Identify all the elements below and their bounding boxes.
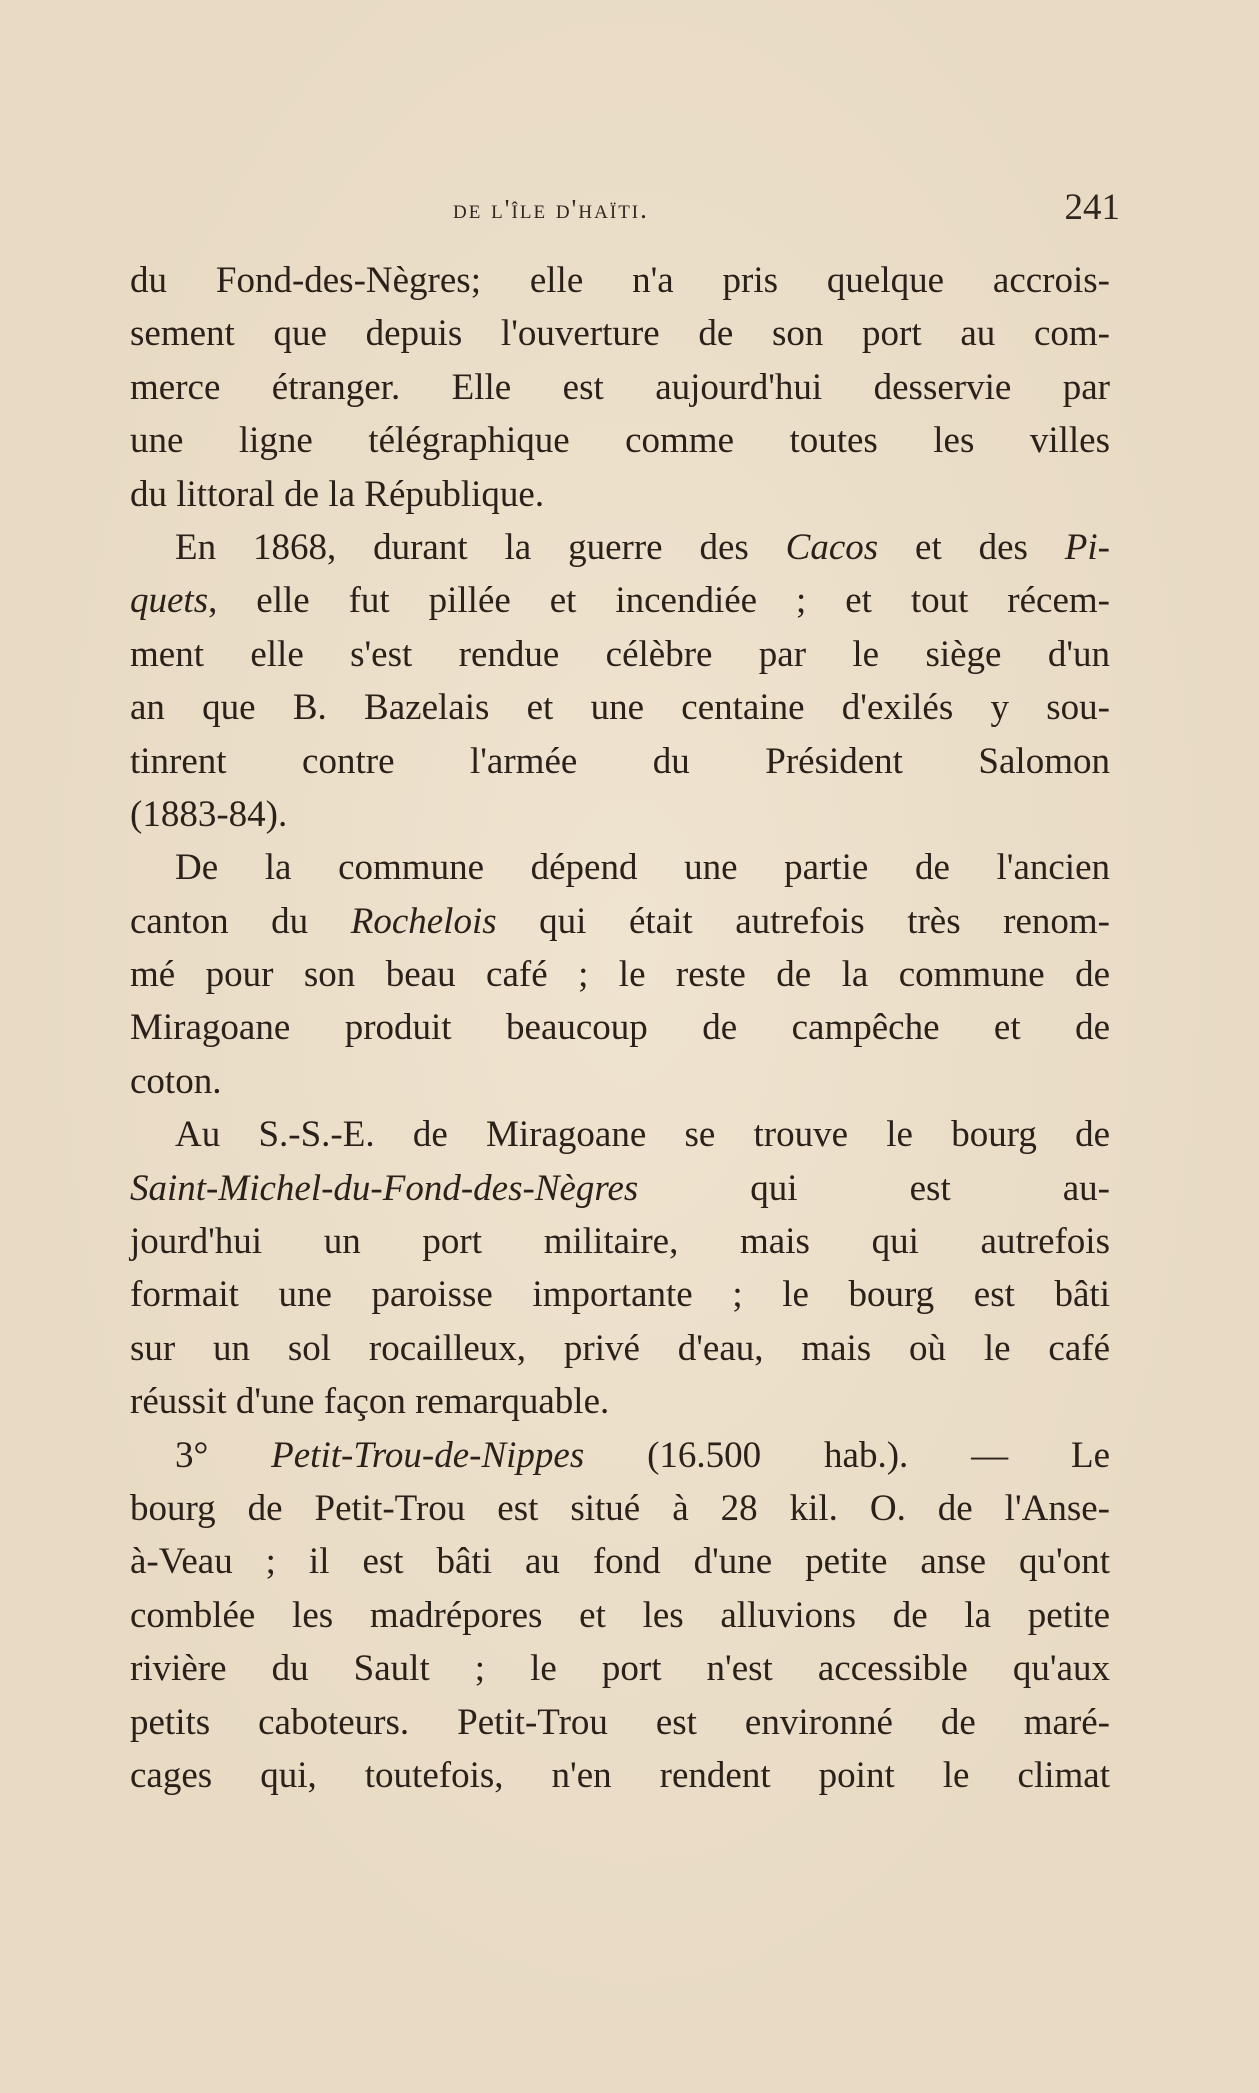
text-line: du littoral de la République. <box>130 473 545 515</box>
text-line: Saint-Michel-du-Fond-des-Nègres qui est au- <box>130 1167 1110 1209</box>
text-line: Au S.-S.-E. de Miragoane se trouve le bourg de <box>175 1114 1110 1156</box>
text-line: mé pour son beau café ; le reste de la commune de <box>130 954 1110 996</box>
text-line: De la commune dépend une partie de l'ancien <box>175 847 1110 889</box>
text-line: jourd'hui un port militaire, mais qui autrefois <box>130 1221 1110 1263</box>
text-line: cages qui, toutefois, n'en rendent point le climat <box>130 1754 1110 1796</box>
text-line: canton du Rochelois qui était autrefois très renom- <box>130 900 1111 942</box>
text-line: coton. <box>130 1060 222 1102</box>
text-line: petits caboteurs. Petit-Trou est environné de maré- <box>130 1701 1110 1743</box>
running-head <box>130 187 1120 230</box>
text-line: tinrent contre l'armée du Président Salomon <box>130 740 1110 782</box>
body-text <box>130 254 1110 1802</box>
text-line: an que B. Bazelais et une centaine d'exilés y sou- <box>130 687 1110 729</box>
text-line: Miragoane produit beaucoup de campêche et de <box>130 1007 1110 1049</box>
text-line: rivière du Sault ; le port n'est accessible qu'aux <box>130 1648 1110 1690</box>
text-line: bourg de Petit-Trou est situé à 28 kil. O. de l'Anse- <box>130 1487 1110 1529</box>
text-line: 3° Petit-Trou-de-Nippes (16.500 hab.). — Le <box>175 1434 1111 1476</box>
text-line: réussit d'une façon remarquable. <box>130 1381 610 1423</box>
text-line: quets, elle fut pillée et incendiée ; et tout récem- <box>130 580 1110 622</box>
text-line: merce étranger. Elle est aujourd'hui desservie par <box>130 366 1110 408</box>
text-line: En 1868, durant la guerre des Cacos et des Pi- <box>175 526 1110 568</box>
page-number: 241 <box>1064 187 1120 228</box>
text-line: du Fond-des-Nègres; elle n'a pris quelque accrois- <box>130 260 1110 301</box>
text-line: comblée les madrépores et les alluvions de la petite <box>130 1594 1110 1636</box>
text-line: formait une paroisse importante ; le bourg est bâti <box>130 1274 1110 1316</box>
text-line: sur un sol rocailleux, privé d'eau, mais où le café <box>130 1327 1110 1369</box>
text-line: (1883-84). <box>130 793 288 835</box>
text-line: une ligne télégraphique comme toutes les villes <box>130 420 1110 462</box>
text-line: ment elle s'est rendue célèbre par le siège d'un <box>130 633 1110 675</box>
text-line: à-Veau ; il est bâti au fond d'une petite anse qu'ont <box>130 1541 1110 1583</box>
running-title: de l'île d'haïti. <box>453 194 649 224</box>
text-line: sement que depuis l'ouverture de son port au com- <box>130 313 1110 355</box>
